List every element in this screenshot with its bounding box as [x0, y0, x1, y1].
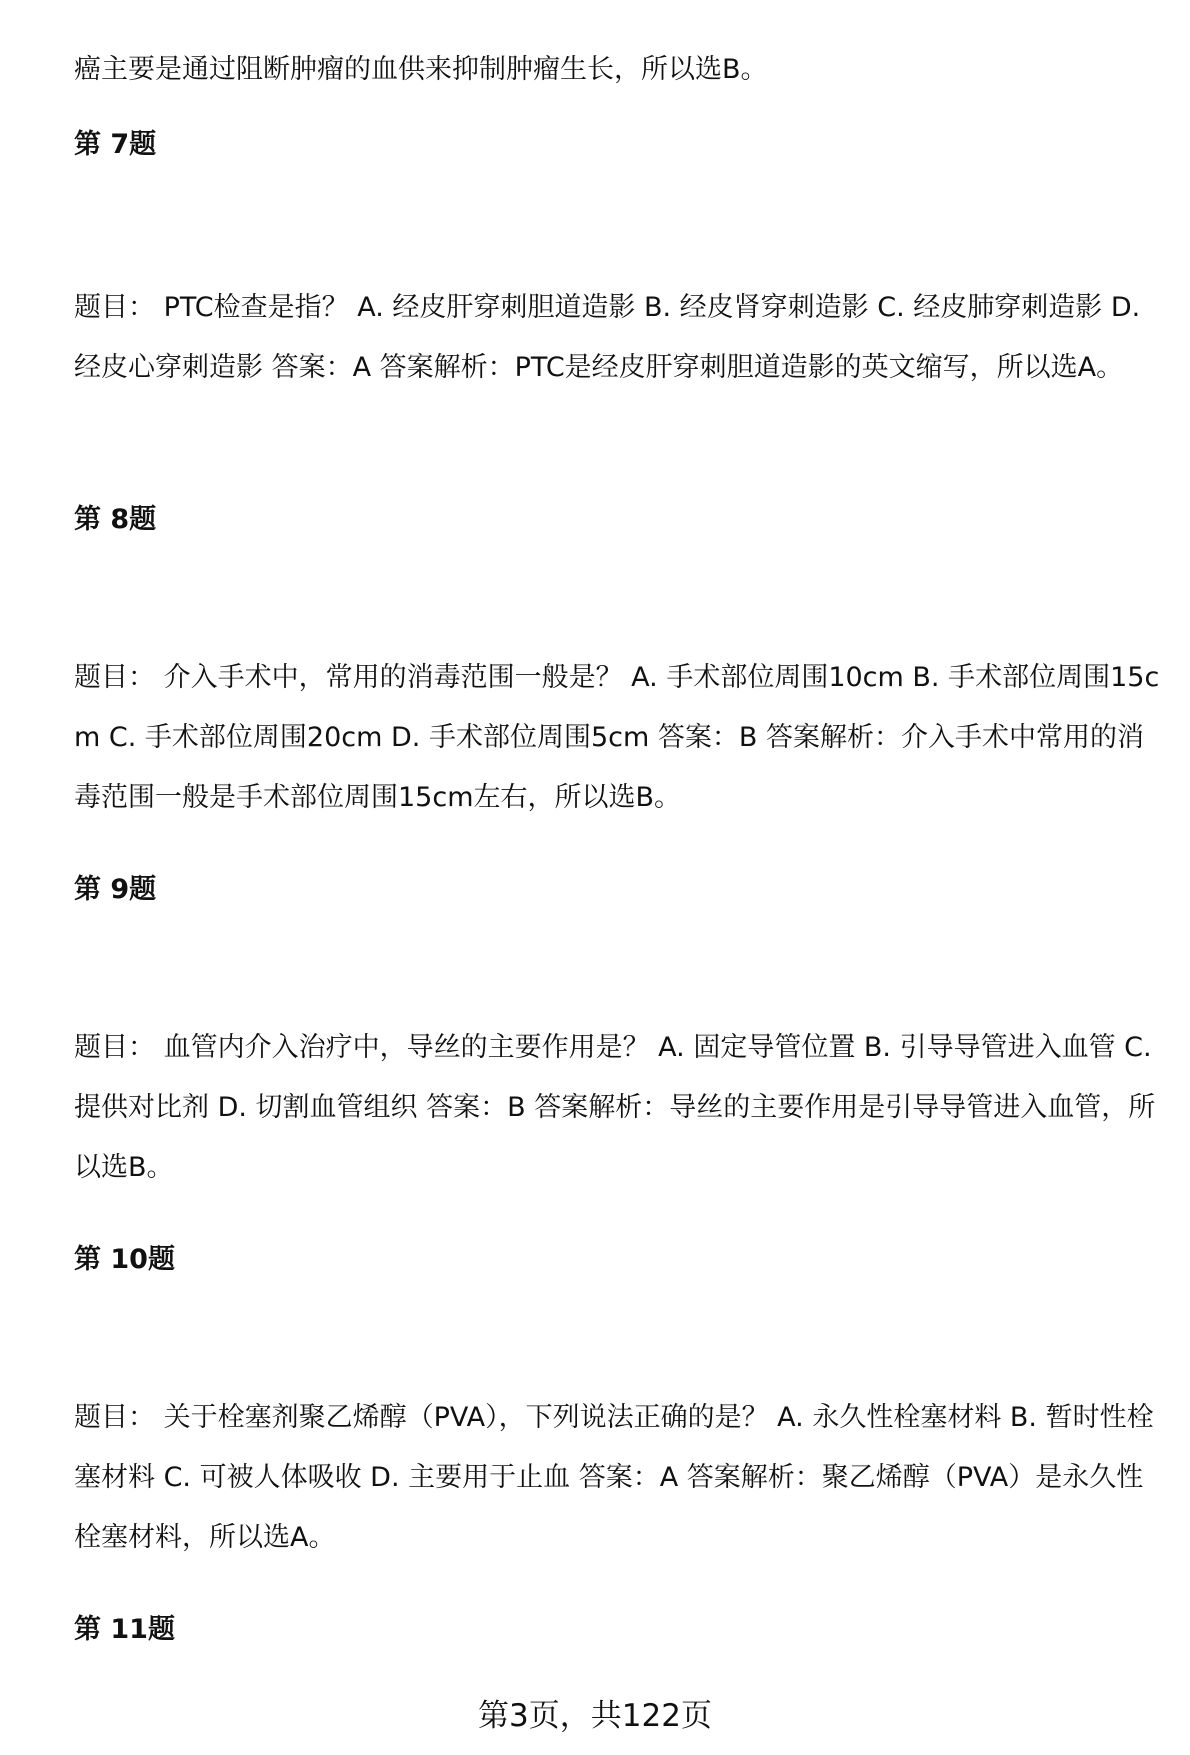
continuation-text: 癌主要是通过阻断肿瘤的血供来抑制肿瘤生长，所以选B。	[74, 54, 768, 85]
question-11-heading: 第 11题	[74, 1614, 175, 1645]
question-8-heading: 第 8题	[74, 504, 157, 535]
question-8-text: 题目： 介入手术中，常用的消毒范围一般是？ A. 手术部位周围10cm B. 手术部位周围15cm C. 手术部位周围20cm D. 手术部位周围5cm 答案：B 答案解析：介入手术中常用的消毒范围一般是手术部位周围15cm左右，所以选B。	[74, 662, 1160, 813]
question-9-heading: 第 9题	[74, 874, 157, 905]
question-7-heading: 第 7题	[74, 129, 157, 160]
question-7-text: 题目： PTC检查是指？ A. 经皮肝穿刺胆道造影 B. 经皮肾穿刺造影 C. 经皮肺穿刺造影 D. 经皮心穿刺造影 答案：A 答案解析：PTC是经皮肝穿刺胆道造影的英文缩写，所以选A。	[74, 292, 1141, 383]
page-footer: 第3页，共122页	[478, 1698, 712, 1734]
question-9-text: 题目： 血管内介入治疗中，导丝的主要作用是？ A. 固定导管位置 B. 引导导管进入血管 C. 提供对比剂 D. 切割血管组织 答案：B 答案解析：导丝的主要作用是引导导管进入血管，所以选B。	[74, 1032, 1156, 1183]
question-10-text: 题目： 关于栓塞剂聚乙烯醇（PVA），下列说法正确的是？ A. 永久性栓塞材料 B. 暂时性栓塞材料 C. 可被人体吸收 D. 主要用于止血 答案：A 答案解析：聚乙烯醇（PVA）是永久性栓塞材料，所以选A。	[74, 1402, 1154, 1553]
question-10-heading: 第 10题	[74, 1244, 175, 1275]
